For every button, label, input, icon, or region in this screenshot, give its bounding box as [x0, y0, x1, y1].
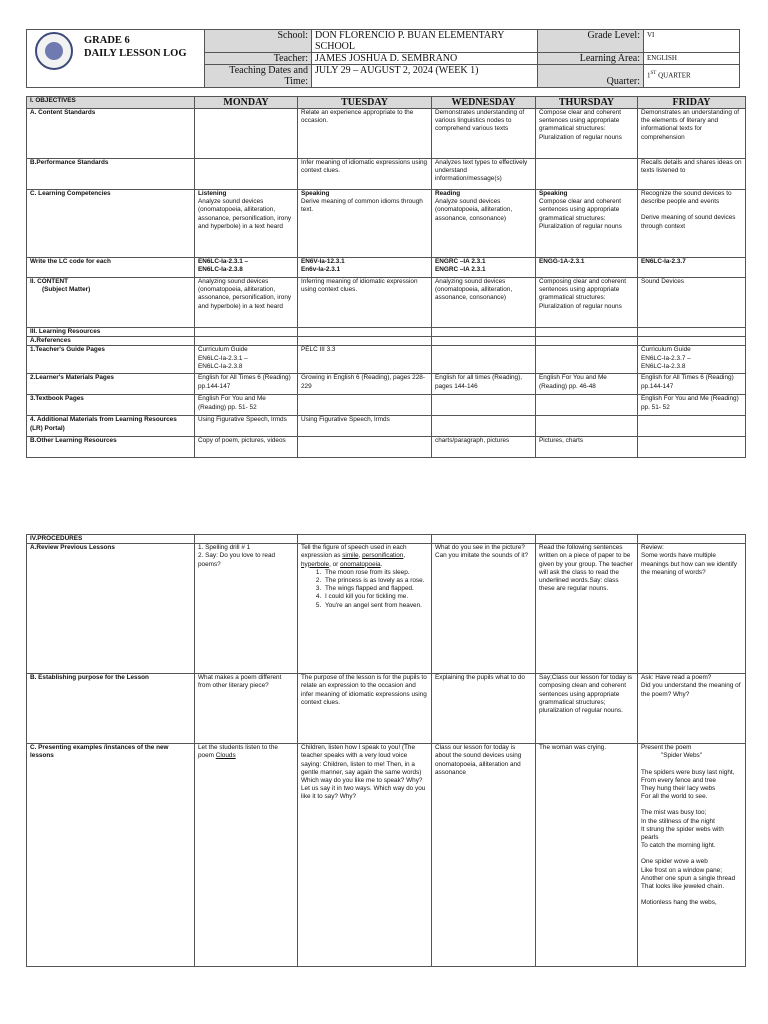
poem-line: From every fence and tree [641, 776, 716, 784]
teaching-dates-label-line1: Teaching Dates and [229, 65, 308, 76]
cell-wed: English for all times (Reading), pages 144-146 [432, 374, 536, 395]
poem-line: The spiders were busy last night, [641, 768, 735, 776]
list-item: 1. The moon rose from its sleep. [323, 569, 428, 577]
school-label: School: [205, 30, 312, 53]
cell-fri [638, 190, 746, 258]
resource-line: EN6LC-Ia-2.3.8 [641, 362, 686, 370]
cell-thu: Compose clear and coherent sentences using appropriate grammatical structures: Pluralization of regular nouns [536, 109, 638, 159]
row-label: C. Presenting examples /instances of the new lessons [27, 744, 195, 967]
cell-thu: ENGG-1A-2.3.1 [536, 258, 638, 278]
day-tuesday: TUESDAY [298, 97, 432, 109]
learners-materials-row [27, 374, 746, 395]
cell-thu [536, 535, 638, 544]
resource-line: Curriculum Guide [641, 346, 691, 354]
quarter-label: Quarter: [538, 65, 644, 88]
separator: , [403, 552, 406, 560]
row-label: Write the LC code for each [27, 258, 195, 278]
quarter-suffix: ST [650, 71, 657, 76]
learning-competencies-row [27, 190, 746, 258]
resource-line: EN6LC-Ia-2.3.7 – [641, 354, 691, 362]
lc-code: ENGRC –IA 2.3.1 [435, 266, 486, 274]
poem-line: They hung their lacy webs [641, 785, 716, 793]
objectives-table [26, 96, 746, 458]
cell-tue [298, 328, 432, 337]
cell-fri [638, 346, 746, 374]
poem-block [641, 744, 742, 907]
skill-heading: Reading [435, 190, 461, 197]
cell-wed [432, 328, 536, 337]
cell-mon: What makes a poem different from other literary piece? [195, 674, 298, 744]
quarter-number: 1 [647, 71, 651, 80]
cell-wed [432, 535, 536, 544]
objectives-title: I. OBJECTIVES [27, 97, 195, 109]
day-monday: MONDAY [195, 97, 298, 109]
poem-line: It strung the spider webs with pearls [641, 825, 724, 842]
content-standards-row [27, 109, 746, 159]
expression-list [301, 569, 428, 610]
row-label: B.Performance Standards [27, 159, 195, 190]
term-onomatopoeia: onomatopoeia [340, 560, 381, 568]
other-resources-row [27, 437, 746, 458]
review-instruction [301, 544, 428, 569]
cell-tue [298, 258, 432, 278]
lc-code: EN6LC-Ia-2.3.1 – [198, 258, 249, 265]
cell-mon [195, 328, 298, 337]
cell-tue [298, 744, 432, 967]
teaching-dates-value: JULY 29 – AUGUST 2, 2024 (WEEK 1) [312, 65, 538, 88]
cell-tue: Using Figurative Speech, lrmds [298, 416, 432, 437]
competency-text: Derive meaning of common idioms through text. [301, 198, 423, 214]
list-item: 3. The wings flapped and flapped. [323, 585, 428, 593]
poem-line: Another one spun a single thread [641, 874, 736, 882]
cell-mon: Analyzing sound devices (onomatopoeia, alliteration, assonance, personification, irony and hyperbole) in a text heard [195, 278, 298, 328]
cell-thu [536, 416, 638, 437]
skill-heading: Listening [198, 190, 227, 197]
cell-wed: charts/paragraph, pictures [432, 437, 536, 458]
separator: , or [329, 560, 341, 568]
cell-fri [638, 437, 746, 458]
review-item: 1. Spelling drill # 1 [198, 544, 251, 552]
cell-mon [195, 535, 298, 544]
review-question: Can you imitate the sounds of it? [435, 552, 529, 560]
poem-line: To catch the morning light. [641, 842, 716, 850]
cell-mon: English for All Times 6 (Reading) pp.144-147 [195, 374, 298, 395]
learning-area-value: ENGLISH [644, 53, 740, 65]
cell-fri [638, 328, 746, 337]
cell-mon [195, 337, 298, 346]
term-personification: personification [362, 552, 404, 560]
cell-wed: Analyzes text types to effectively understand information/message(s) [432, 159, 536, 190]
poem-line: In the stillness of the night [641, 817, 715, 825]
content-row [27, 278, 746, 328]
competency-text: Derive meaning of sound devices through context [641, 214, 736, 230]
cell-tue [298, 190, 432, 258]
review-question: What do you see in the picture? [435, 544, 525, 552]
poem-line: Like frost on a window pane; [641, 866, 722, 874]
cell-fri: EN6LC-Ia-2.3.7 [638, 258, 746, 278]
row-label: III. Learning Resources [27, 328, 195, 337]
grade-level-value: VI [644, 30, 740, 53]
log-title: DAILY LESSON LOG [84, 48, 187, 59]
cell-fri [638, 674, 746, 744]
row-label: A. Content Standards [27, 109, 195, 159]
procedures-table [26, 534, 746, 967]
purpose-question: Ask: Have read a poem? [641, 674, 712, 682]
cell-wed: Demonstrates understanding of various linguistics nodes to comprehend various texts [432, 109, 536, 159]
poem-title: "Spider Webs" [661, 752, 703, 760]
review-question: Some words have multiple meanings but how can we identify the meaning of words? [641, 552, 737, 576]
cell-thu: Pictures, charts [536, 437, 638, 458]
cell-thu: Read the following sentences written on a piece of paper to be given by your group. The teacher will ask the class to read the underlined words.Say: class these are regular nouns. [536, 544, 638, 674]
header-brand [27, 30, 205, 88]
lesson-log-header [26, 29, 739, 87]
presenting-text: Let us say it in two ways. Which way do you like it to say? Why? [301, 785, 426, 801]
cell-tue: Inferring meaning of idiomatic expression using context clues. [298, 278, 432, 328]
list-item: 4. I could kill you for tickling me. [323, 593, 428, 601]
resource-line: EN6LC-Ia-2.3.1 – [198, 354, 248, 362]
cell-thu: Composing clear and coherent sentences using appropriate grammatical structures: Pluralization of regular nouns [536, 278, 638, 328]
poem-intro: Present the poem [641, 744, 692, 752]
day-friday: FRIDAY [638, 97, 746, 109]
cell-tue: The purpose of the lesson is for the pupils to relate an expression to the occasion and infer meaning of idiomatic expressions using context clues. [298, 674, 432, 744]
textbook-row [27, 395, 746, 416]
list-item: 5. You're an angel sent from heaven. [323, 602, 428, 610]
cell-thu [536, 395, 638, 416]
lc-code: EN6LC-Ia-2.3.8 [198, 266, 243, 274]
cell-thu [536, 337, 638, 346]
presenting-row [27, 744, 746, 967]
row-label: A.References [27, 337, 195, 346]
purpose-row [27, 674, 746, 744]
row-label: B. Establishing purpose for the Lesson [27, 674, 195, 744]
content-label: II. CONTENT [30, 278, 68, 285]
cell-mon: English For You and Me (Reading) pp. 51- 52 [195, 395, 298, 416]
cell-thu [536, 346, 638, 374]
lc-code: En6v-Ia-2.3.1 [301, 266, 341, 274]
cell-thu [536, 159, 638, 190]
quarter-value [644, 65, 740, 88]
cell-fri: Demonstrates an understanding of the elements of literary and informational texts for comprehension [638, 109, 746, 159]
skill-heading: Speaking [301, 190, 330, 197]
resource-line: Curriculum Guide [198, 346, 248, 354]
resource-line: EN6LC-Ia-2.3.8 [198, 362, 243, 370]
cell-tue: Relate an experience appropriate to the occasion. [298, 109, 432, 159]
poem-line: That looks like jeweled chain. [641, 883, 725, 891]
row-label: 4. Additional Materials from Learning Resources (LR) Portal) [27, 416, 195, 437]
cell-mon [195, 190, 298, 258]
instruction-text: Tell the figure of speech used in each expression as [301, 544, 407, 560]
row-label: B.Other Learning Resources [27, 437, 195, 458]
cell-fri: Sound Devices [638, 278, 746, 328]
cell-fri [638, 535, 746, 544]
cell-tue [298, 544, 432, 674]
skill-heading: Speaking [539, 190, 568, 197]
procedures-title: IV.PROCEDURES [27, 535, 195, 544]
cell-fri: Recalls details and shares ideas on texts listened to [638, 159, 746, 190]
presenting-text: Let the students listen to the poem [198, 744, 278, 760]
competency-text: Analyze sound devices (onomatopoeia, alliteration, assonance, consonance) [435, 198, 513, 222]
teacher-value: JAMES JOSHUA D. SEMBRANO [312, 53, 538, 65]
separator: , [358, 552, 363, 560]
cell-mon [195, 346, 298, 374]
cell-fri [638, 544, 746, 674]
learning-area-label: Learning Area: [538, 53, 644, 65]
row-label: A.Review Previous Lessons [27, 544, 195, 674]
cell-thu: Say;Class our lesson for today is composing clean and coherent sentences using appropriate grammatical structures; pluralization of regular nouns. [536, 674, 638, 744]
cell-mon [195, 109, 298, 159]
cell-tue [298, 437, 432, 458]
day-wednesday: WEDNESDAY [432, 97, 536, 109]
teacher-label: Teacher: [205, 53, 312, 65]
cell-wed [432, 258, 536, 278]
row-label: 1.Teacher's Guide Pages [27, 346, 195, 374]
row-label [27, 278, 195, 328]
resources-title-row [27, 328, 746, 337]
cell-mon [195, 544, 298, 674]
performance-standards-row [27, 159, 746, 190]
poem-line: The mist was busy too; [641, 809, 707, 817]
review-heading: Review: [641, 544, 664, 552]
term-simile: simile [342, 552, 359, 560]
cell-tue [298, 337, 432, 346]
cell-fri [638, 744, 746, 967]
separator: . [380, 560, 383, 568]
poem-line: For all the world to see. [641, 793, 708, 801]
cell-tue: Growing in English 6 (Reading), pages 228-229 [298, 374, 432, 395]
list-item: 2. The princess is as lovely as a rose. [323, 577, 428, 585]
lc-code: EN6V-Ia-12.3.1 [301, 258, 345, 265]
row-label: 2.Learner's Materials Pages [27, 374, 195, 395]
row-label: 3.Textbook Pages [27, 395, 195, 416]
quarter-word: QUARTER [656, 71, 691, 80]
cell-wed [432, 544, 536, 674]
grade-level-label: Grade Level: [538, 30, 644, 53]
cell-thu [536, 328, 638, 337]
cell-fri: English For You and Me (Reading) pp. 51- 52 [638, 395, 746, 416]
cell-thu [536, 190, 638, 258]
competency-text: Analyze sound devices (onomatopoeia, alliteration, assonance, personification, irony and hyperbole) in a text heard [198, 198, 292, 230]
cell-wed [432, 346, 536, 374]
grade-title: GRADE 6 [84, 35, 130, 46]
poem-title: Clouds [215, 752, 236, 760]
lc-code-row [27, 258, 746, 278]
lr-portal-row [27, 416, 746, 437]
cell-fri: English for All Times 6 (Reading) pp.144-147 [638, 374, 746, 395]
poem-line: One spider wove a web [641, 858, 708, 866]
competency-text: Compose clear and coherent sentences using appropriate grammatical structures: Pluralization of regular nouns [539, 198, 622, 230]
cell-thu: The woman was crying. [536, 744, 638, 967]
cell-mon [195, 258, 298, 278]
cell-mon: Using Figurative Speech, lrmds [195, 416, 298, 437]
teaching-dates-label-line2: Time: [284, 76, 308, 87]
review-row [27, 544, 746, 674]
cell-tue [298, 395, 432, 416]
cell-tue [298, 535, 432, 544]
cell-wed: Analyzing sound devices (onomatopoeia, alliteration, assonance, consonance) [432, 278, 536, 328]
content-sublabel: (Subject Matter) [42, 286, 91, 294]
review-item: 2. Say: Do you love to read poems? [198, 552, 276, 568]
cell-mon [195, 159, 298, 190]
cell-tue: PELC III 3.3 [298, 346, 432, 374]
lc-code: ENGRC –IA 2.3.1 [435, 258, 486, 265]
row-label: C. Learning Competencies [27, 190, 195, 258]
term-hyperbole: hyperbole [301, 560, 330, 568]
deped-seal-icon [35, 32, 73, 70]
cell-fri [638, 337, 746, 346]
references-row [27, 337, 746, 346]
cell-wed [432, 337, 536, 346]
purpose-question: Did you understand the meaning of the poem? Why? [641, 682, 741, 698]
cell-tue: Infer meaning of idiomatic expressions using context clues. [298, 159, 432, 190]
presenting-text: Children, listen how I speak to you! (The teacher speaks with a very loud voice saying: Children, listen to me! Then, in a gentle manner, say again the same words) Which way do you like me to speak? Why? [301, 744, 423, 785]
cell-wed [432, 190, 536, 258]
cell-wed [432, 416, 536, 437]
teachers-guide-row [27, 346, 746, 374]
cell-mon: Copy of poem, pictures, videos [195, 437, 298, 458]
cell-wed: Class our lesson for today is about the sound devices using onomatopoeia, alliteration and assonance [432, 744, 536, 967]
cell-mon [195, 744, 298, 967]
school-value: DON FLORENCIO P. BUAN ELEMENTARY SCHOOL [312, 30, 538, 53]
cell-fri [638, 416, 746, 437]
day-thursday: THURSDAY [536, 97, 638, 109]
competency-text: Recognize the sound devices to describe people and events [641, 190, 732, 206]
poem-line: Motionless hang the webs, [641, 899, 717, 907]
teaching-dates-label [205, 65, 312, 88]
cell-wed [432, 395, 536, 416]
cell-wed: Explaining the pupils what to do [432, 674, 536, 744]
cell-thu: English For You and Me (Reading) pp. 46-48 [536, 374, 638, 395]
